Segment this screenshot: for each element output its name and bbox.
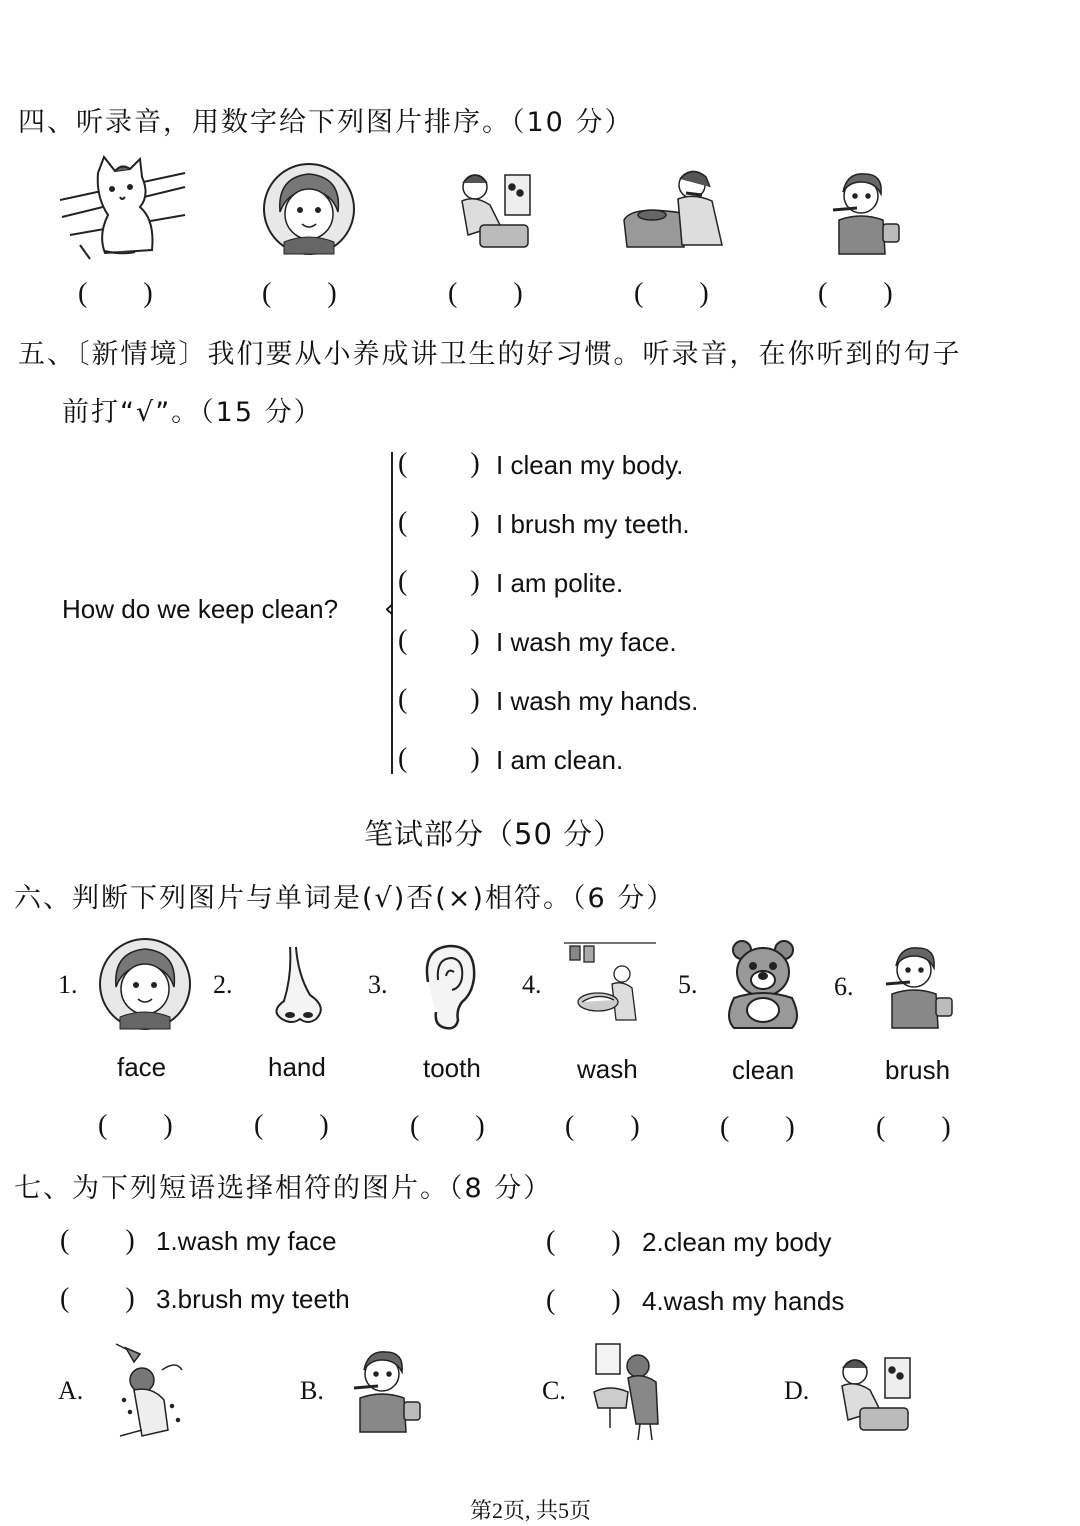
section5-question: How do we keep clean?	[62, 594, 339, 624]
answer-blank[interactable]: ( )	[398, 743, 480, 774]
girl-face-icon	[262, 162, 357, 257]
answer-blank[interactable]: ( )	[876, 1112, 951, 1143]
nose-icon	[268, 945, 330, 1027]
item-number: 5.	[678, 970, 698, 999]
option-letter: D.	[784, 1376, 810, 1405]
answer-blank[interactable]: ( )	[60, 1225, 135, 1256]
item-number: 2.	[213, 970, 233, 999]
word-label: face	[117, 1052, 167, 1082]
answer-blank[interactable]: ( )	[398, 625, 480, 656]
sentence-item: I wash my hands.	[496, 686, 699, 716]
phrase-item: 1.wash my face	[156, 1226, 337, 1256]
answer-blank[interactable]: ( )	[398, 507, 480, 538]
sentence-item: I brush my teeth.	[496, 509, 690, 539]
answer-blank[interactable]: ( )	[60, 1283, 135, 1314]
section5-heading-line2: 前打“√”。（15 分）	[62, 397, 323, 428]
girl-washing-face-icon	[622, 165, 742, 250]
section4-heading: 四、听录音，用数字给下列图片排序。（10 分）	[18, 107, 634, 138]
answer-blank[interactable]: ( )	[546, 1285, 621, 1316]
answer-blank[interactable]: ( )	[448, 278, 523, 309]
sentence-item: I clean my body.	[496, 450, 684, 480]
answer-blank[interactable]: ( )	[410, 1111, 485, 1142]
brace-tip: ‹	[384, 594, 395, 624]
child-washing-clothes-icon	[564, 940, 659, 1028]
section6-heading: 六、判断下列图片与单词是(√)否(×)相符。（6 分）	[14, 883, 676, 914]
answer-blank[interactable]: ( )	[634, 278, 709, 309]
option-letter: B.	[300, 1376, 324, 1405]
boy-brushing-teeth-icon	[825, 168, 905, 256]
sentence-item: I am clean.	[496, 745, 624, 775]
item-number: 3.	[368, 970, 388, 999]
answer-blank[interactable]: ( )	[720, 1112, 795, 1143]
phrase-item: 4.wash my hands	[642, 1286, 845, 1316]
answer-blank[interactable]: ( )	[565, 1111, 640, 1142]
boy-washing-face-icon	[592, 1342, 672, 1442]
written-section-title: 笔试部分（50 分）	[364, 817, 624, 851]
sentence-item: I wash my face.	[496, 627, 677, 657]
phrase-item: 3.brush my teeth	[156, 1284, 350, 1314]
answer-blank[interactable]: ( )	[98, 1110, 173, 1141]
girl-face-icon	[98, 937, 193, 1032]
answer-blank[interactable]: ( )	[262, 278, 337, 309]
item-number: 4.	[522, 970, 542, 999]
answer-blank[interactable]: ( )	[398, 566, 480, 597]
item-number: 6.	[834, 972, 854, 1001]
answer-blank[interactable]: ( )	[546, 1226, 621, 1257]
word-label: tooth	[423, 1053, 481, 1083]
boy-showering-icon	[112, 1340, 192, 1440]
word-label: brush	[885, 1055, 951, 1085]
answer-blank[interactable]: ( )	[78, 278, 153, 309]
sentence-item: I am polite.	[496, 568, 624, 598]
option-letter: C.	[542, 1376, 566, 1405]
boy-washing-hands-icon	[830, 1350, 915, 1440]
answer-blank[interactable]: ( )	[818, 278, 893, 309]
boy-brushing-teeth-icon	[346, 1346, 426, 1434]
teddy-bear-icon	[722, 938, 804, 1030]
section5-heading-line1: 五、〔新情境〕我们要从小养成讲卫生的好习惯。听录音，在你听到的句子	[18, 339, 962, 370]
ear-icon	[420, 942, 478, 1032]
cat-washing-icon	[60, 155, 188, 260]
word-label: hand	[268, 1052, 326, 1082]
word-label: clean	[732, 1055, 795, 1085]
item-number: 1.	[58, 970, 78, 999]
answer-blank[interactable]: ( )	[254, 1110, 329, 1141]
answer-blank[interactable]: ( )	[398, 684, 480, 715]
word-label: wash	[577, 1054, 638, 1084]
section7-heading: 七、为下列短语选择相符的图片。（8 分）	[14, 1173, 553, 1204]
phrase-item: 2.clean my body	[642, 1227, 832, 1257]
option-letter: A.	[58, 1376, 84, 1405]
answer-blank[interactable]: ( )	[398, 448, 480, 479]
boy-brushing-teeth-icon	[878, 942, 958, 1030]
page-footer: 第2页, 共5页	[470, 1498, 592, 1523]
boy-washing-hands-icon	[450, 165, 535, 260]
